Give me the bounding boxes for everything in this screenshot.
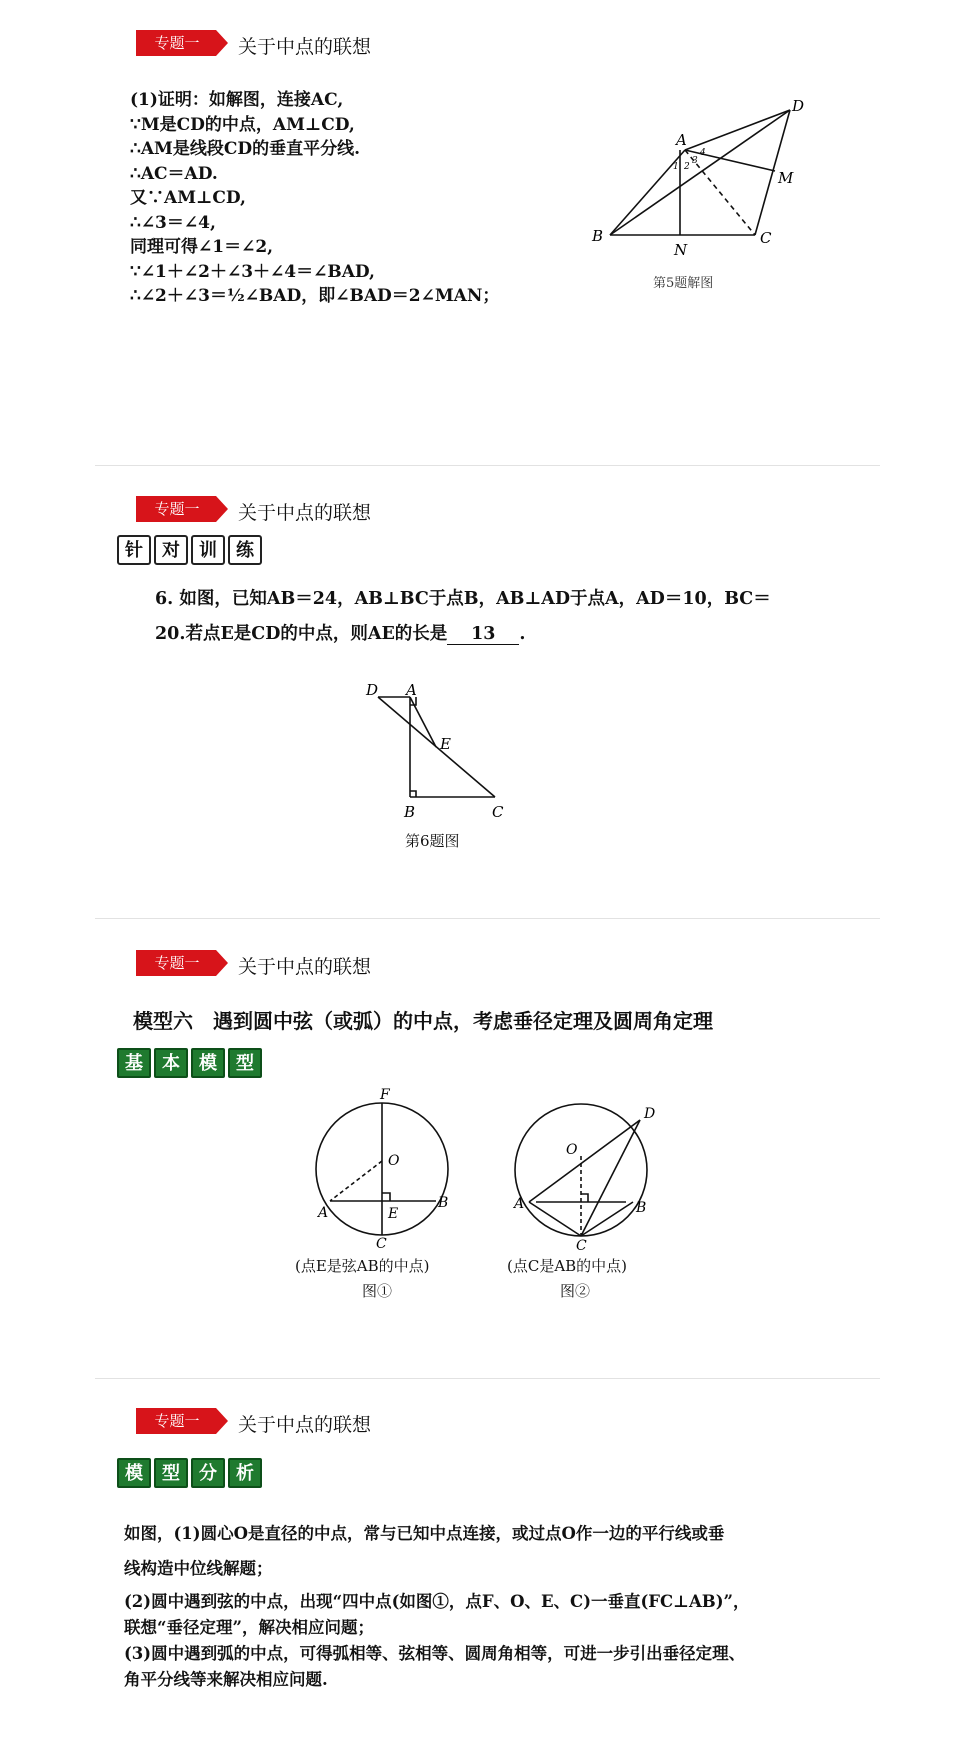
analysis-line: 如图，(1)圆心O是直径的中点，常与已知中点连接，或过点O作一边的平行线或垂 xyxy=(124,1524,725,1543)
fig1-note: (点E是弦AB的中点) xyxy=(295,1257,430,1275)
proof-text xyxy=(130,88,499,309)
topic-tag: 专题一 xyxy=(136,1408,228,1434)
label-A: A xyxy=(406,681,417,699)
model-analysis-badge xyxy=(117,1458,262,1488)
topic-title: 关于中点的联想 xyxy=(238,36,372,58)
analysis-char: 模 xyxy=(117,1458,151,1488)
analysis-char: 型 xyxy=(154,1458,188,1488)
fig2-note: (点C是AB的中点) xyxy=(507,1257,628,1275)
divider xyxy=(95,1378,880,1379)
analysis-line: 线构造中位线解题； xyxy=(124,1559,273,1578)
basic-char: 模 xyxy=(191,1048,225,1078)
topic-title: 关于中点的联想 xyxy=(238,1414,372,1436)
proof-line: (1)证明：如解图，连接AC, xyxy=(130,90,344,110)
basic-char: 本 xyxy=(154,1048,188,1078)
analysis-char: 析 xyxy=(228,1458,262,1488)
practice-char: 训 xyxy=(191,535,225,565)
label-B: B xyxy=(404,803,416,821)
question-6-line2: 20.若点E是CD的中点，则AE的长是 13 . xyxy=(155,624,526,644)
angle-2: 2 xyxy=(684,162,690,172)
proof-line: ∵M是CD的中点，AM⊥CD, xyxy=(130,114,355,135)
fig2-caption: 图② xyxy=(560,1282,591,1300)
divider xyxy=(95,918,880,919)
label-A: A xyxy=(676,131,687,149)
label-N: N xyxy=(674,241,688,255)
label-C: C xyxy=(760,229,772,247)
basic-char: 基 xyxy=(117,1048,151,1078)
figure-6-diagram xyxy=(360,675,520,825)
proof-line: 又∵AM⊥CD, xyxy=(130,188,246,208)
label-O: O xyxy=(388,1153,400,1169)
label-O: O xyxy=(566,1142,578,1158)
topic-tag: 专题一 xyxy=(136,496,228,522)
label-C: C xyxy=(376,1236,387,1250)
proof-line: ∴AM是线段CD的垂直平分线. xyxy=(130,139,361,159)
label-C: C xyxy=(492,803,504,821)
topic-tag: 专题一 xyxy=(136,950,228,976)
label-E: E xyxy=(440,735,451,753)
proof-line: 同理可得∠1＝∠2, xyxy=(130,237,274,257)
basic-char: 型 xyxy=(228,1048,262,1078)
question-6-line1: 6. 如图，已知AB＝24，AB⊥BC于点B，AB⊥AD于点A，AD＝10，BC＝ xyxy=(155,589,771,609)
figure-5-caption: 第5题解图 xyxy=(653,276,714,291)
analysis-line: (3)圆中遇到弧的中点，可得弧相等、弦相等、圆周角相等，可进一步引出垂径定理、 xyxy=(124,1644,746,1663)
label-D: D xyxy=(366,681,379,699)
practice-char: 对 xyxy=(154,535,188,565)
practice-char: 练 xyxy=(228,535,262,565)
topic-title: 关于中点的联想 xyxy=(238,956,372,978)
topic-tag: 专题一 xyxy=(136,30,228,56)
angle-3: 3 xyxy=(692,156,698,166)
label-M: M xyxy=(778,169,794,187)
practice-char: 针 xyxy=(117,535,151,565)
label-B: B xyxy=(592,227,604,245)
analysis-line: 联想“垂径定理”，解决相应问题； xyxy=(124,1618,374,1637)
proof-line: ∴∠3＝∠4, xyxy=(130,212,216,233)
model-six-title: 模型六 遇到圆中弦（或弧）的中点，考虑垂径定理及圆周角定理 xyxy=(133,1009,713,1033)
practice-badge xyxy=(117,535,262,565)
label-F: F xyxy=(380,1087,390,1103)
proof-line: ∴∠2＋∠3＝½∠BAD，即∠BAD＝2∠MAN； xyxy=(130,286,500,306)
divider xyxy=(95,465,880,466)
proof-line: ∴AC＝AD. xyxy=(130,163,218,184)
label-D: D xyxy=(644,1106,656,1122)
angle-1: 1 xyxy=(673,162,679,172)
label-D: D xyxy=(792,97,805,115)
proof-line: ∵∠1＋∠2＋∠3＋∠4＝∠BAD, xyxy=(130,261,375,282)
basic-model-badge xyxy=(117,1048,262,1078)
figure-5-diagram xyxy=(580,95,820,255)
label-B: B xyxy=(636,1200,647,1216)
label-B: B xyxy=(438,1195,449,1211)
circle-figure-2 xyxy=(500,1090,680,1255)
figure-6-caption: 第6题图 xyxy=(405,832,460,850)
fig1-caption: 图① xyxy=(362,1282,393,1300)
label-A: A xyxy=(318,1205,329,1221)
topic-title: 关于中点的联想 xyxy=(238,502,372,524)
answer-blank: 13 xyxy=(447,624,519,645)
label-A: A xyxy=(514,1196,525,1212)
analysis-char: 分 xyxy=(191,1458,225,1488)
label-C: C xyxy=(576,1238,587,1254)
analysis-line: 角平分线等来解决相应问题. xyxy=(124,1670,328,1689)
label-E: E xyxy=(388,1206,399,1222)
analysis-line: (2)圆中遇到弦的中点，出现“四中点(如图①，点F、O、E、C)一垂直(FC⊥AB)”， xyxy=(124,1592,750,1611)
angle-4: 4 xyxy=(700,148,706,158)
circle-figure-1 xyxy=(300,1085,480,1250)
